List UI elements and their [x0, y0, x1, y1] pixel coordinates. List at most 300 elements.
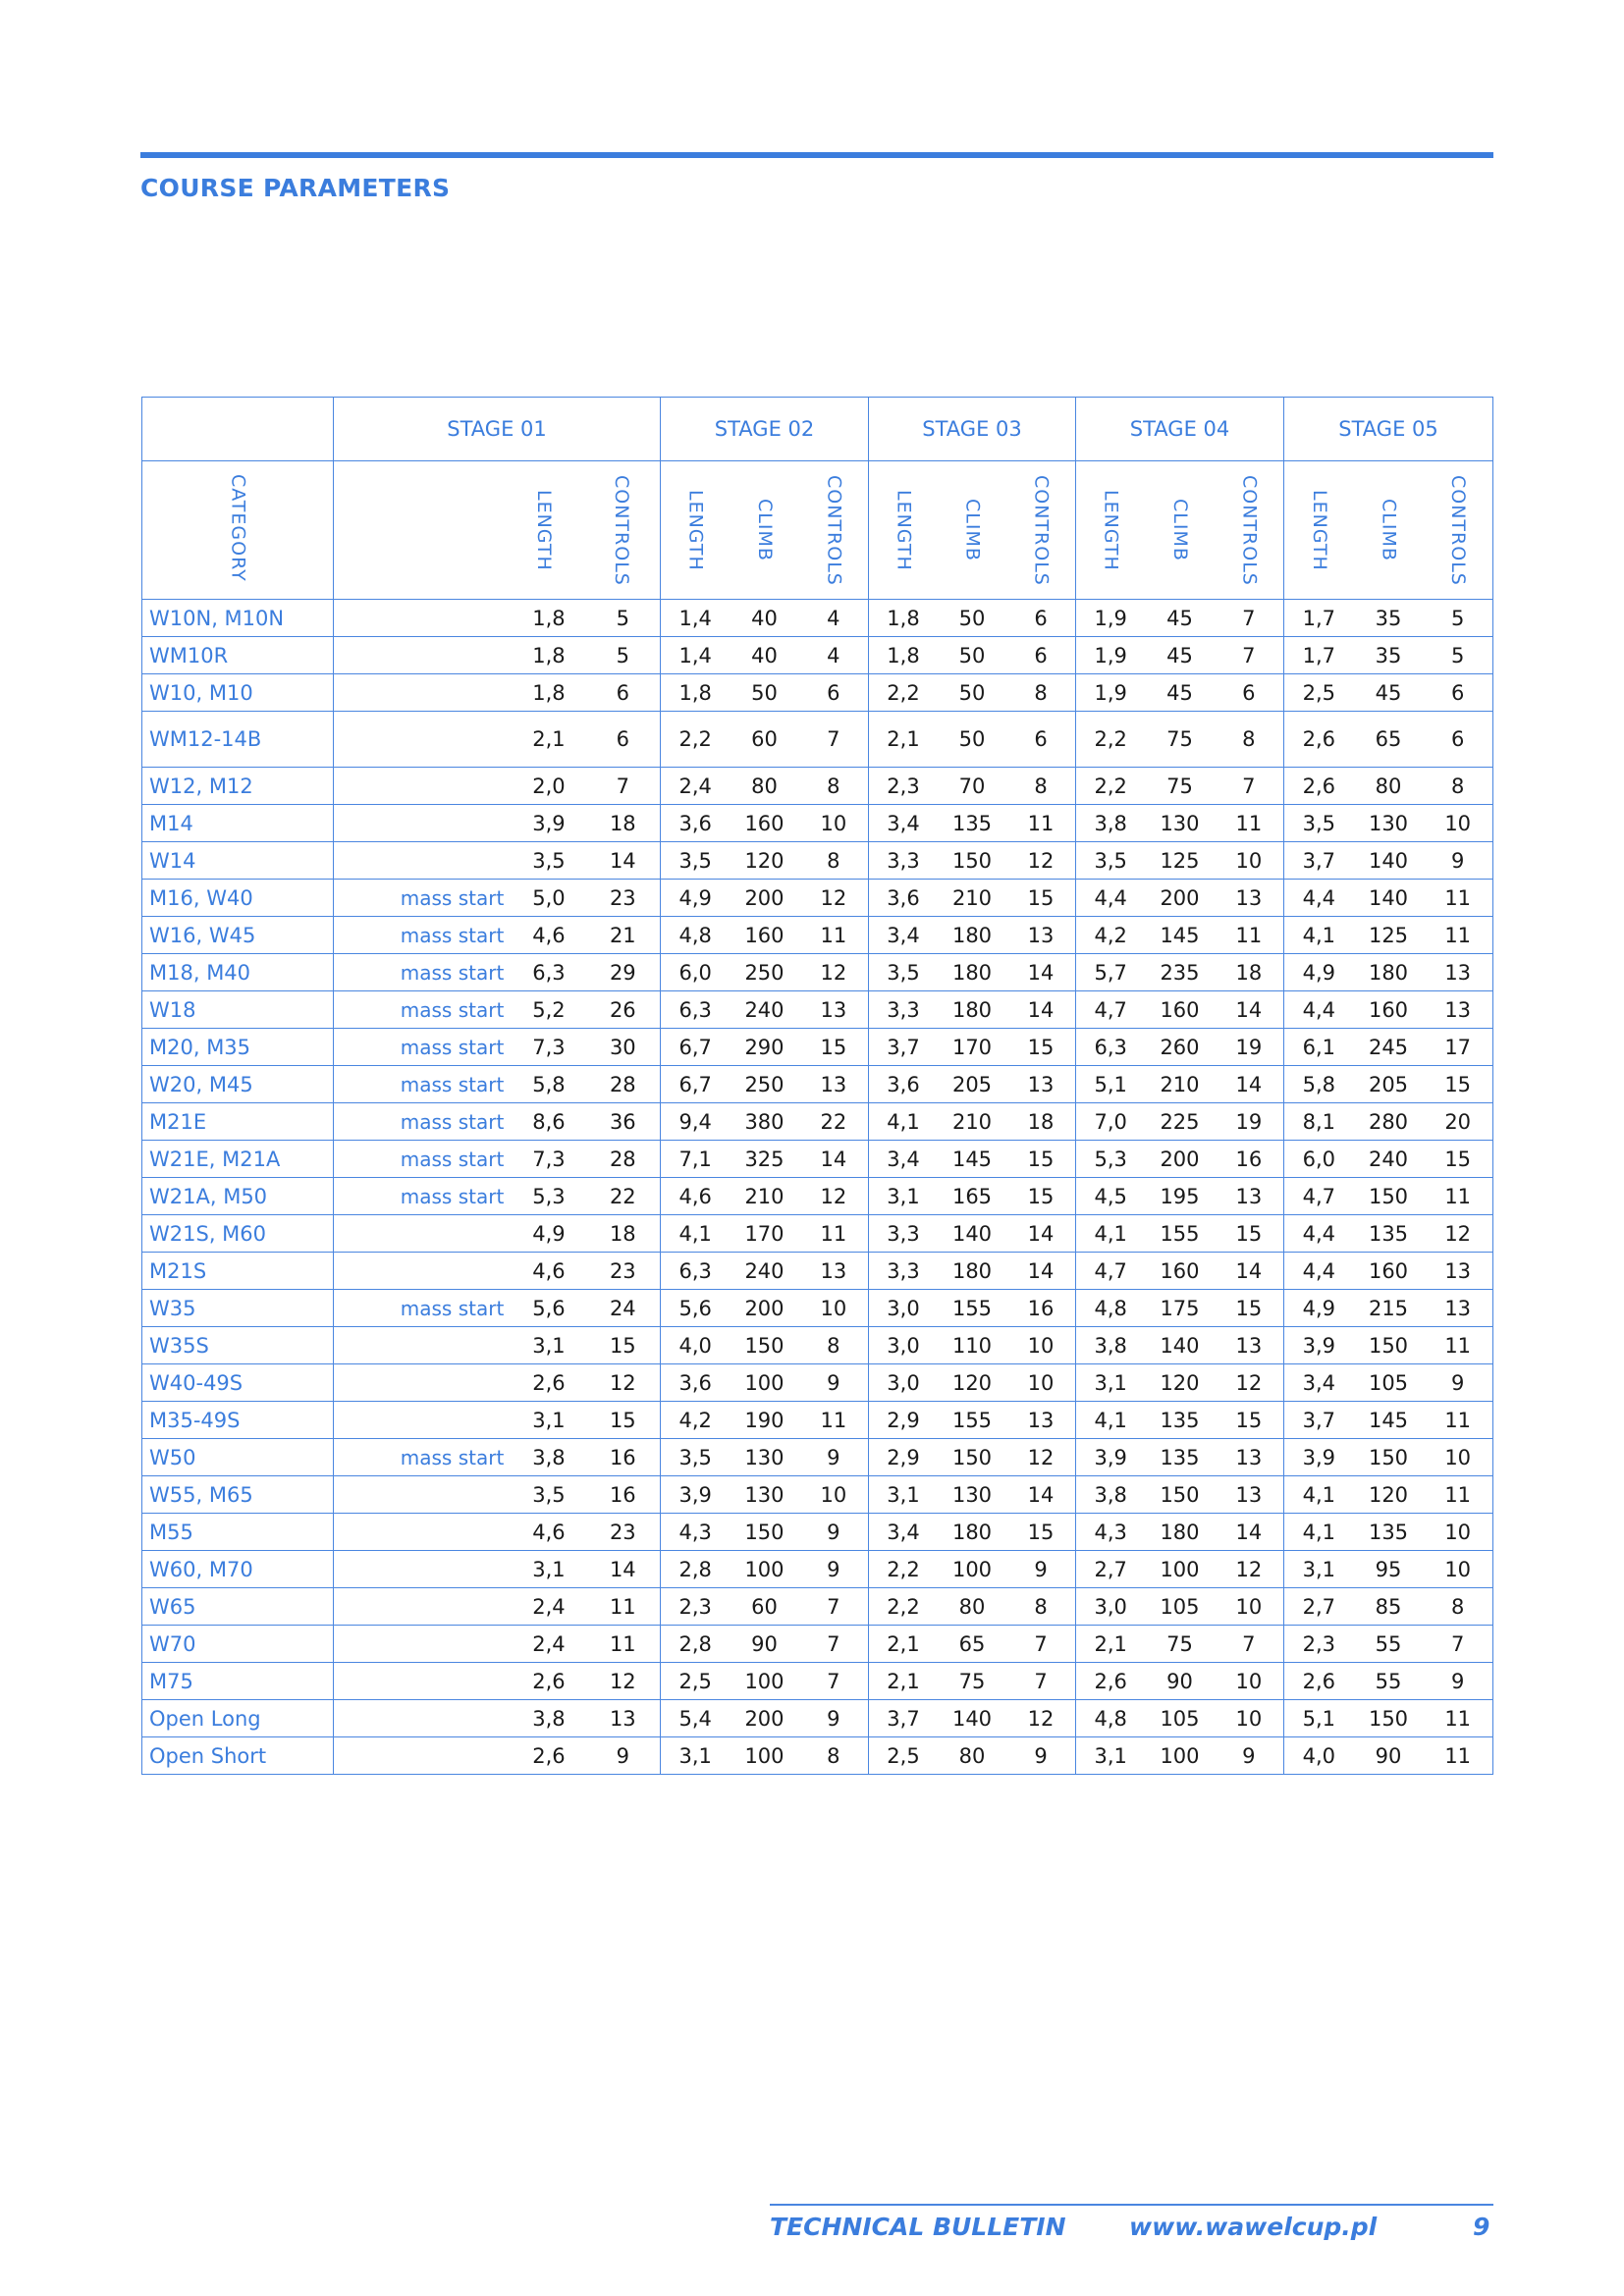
value-climb: 135 — [1160, 1408, 1200, 1432]
value-climb: 200 — [1160, 885, 1200, 910]
value-climb: 135 — [951, 811, 993, 835]
table-row — [142, 1103, 1493, 1141]
value-climb: 240 — [1368, 1147, 1409, 1171]
value-controls: 9 — [827, 1520, 840, 1544]
value-length: 3,8 — [532, 1445, 566, 1469]
value-controls: 10 — [820, 1296, 847, 1320]
table-row — [142, 1663, 1493, 1700]
value-length: 2,6 — [532, 1743, 566, 1768]
value-controls: 13 — [1235, 1482, 1263, 1507]
value-climb: 120 — [951, 1370, 993, 1395]
stage-header-2: STAGE 02 — [661, 398, 869, 461]
stage01-cell — [334, 712, 661, 768]
stage04-cell — [1076, 880, 1284, 917]
category-cell: W60, M70 — [142, 1551, 334, 1588]
stage04-subheader — [1076, 461, 1284, 600]
value-length: 3,4 — [1302, 1370, 1336, 1395]
stage05-cell — [1284, 1253, 1493, 1290]
value-climb: 80 — [751, 774, 778, 798]
stage03-cell — [869, 1663, 1076, 1700]
category-cell: M21S — [142, 1253, 334, 1290]
value-controls: 12 — [609, 1669, 636, 1693]
value-climb: 100 — [744, 1370, 785, 1395]
value-length: 4,3 — [678, 1520, 712, 1544]
value-length: 2,6 — [1302, 774, 1336, 798]
value-climb: 160 — [1160, 997, 1200, 1022]
value-controls: 10 — [1235, 1594, 1263, 1619]
stage02-cell — [661, 1476, 869, 1514]
value-climb: 160 — [1368, 1258, 1409, 1283]
value-controls: 15 — [1027, 1035, 1055, 1059]
table-row — [142, 954, 1493, 991]
value-controls: 9 — [1450, 1370, 1465, 1395]
stage04-cell — [1076, 1364, 1284, 1402]
value-length: 4,8 — [1094, 1296, 1127, 1320]
value-climb: 35 — [1375, 643, 1402, 667]
table-row — [142, 1290, 1493, 1327]
value-length: 1,8 — [532, 606, 566, 630]
value-length: 2,4 — [532, 1594, 566, 1619]
value-length: 2,1 — [887, 1631, 920, 1656]
value-length: 5,0 — [532, 885, 566, 910]
value-climb: 100 — [744, 1557, 785, 1581]
value-controls: 11 — [1444, 1482, 1472, 1507]
value-climb: 90 — [1375, 1743, 1402, 1768]
value-length: 3,6 — [678, 1370, 712, 1395]
value-length: 2,1 — [1094, 1631, 1127, 1656]
category-cell: W65 — [142, 1588, 334, 1626]
stage03-cell — [869, 637, 1076, 674]
mass-start-label: mass start — [400, 1296, 505, 1320]
value-controls: 13 — [1027, 1072, 1055, 1096]
value-controls: 12 — [820, 885, 847, 910]
value-climb: 90 — [751, 1631, 778, 1656]
stage01-cell — [334, 1514, 661, 1551]
value-length: 4,1 — [678, 1221, 712, 1246]
value-climb: 60 — [751, 727, 778, 751]
value-controls: 13 — [1444, 1296, 1472, 1320]
value-controls: 8 — [1242, 727, 1256, 751]
stage02-cell — [661, 880, 869, 917]
value-controls: 12 — [1027, 848, 1055, 873]
value-length: 2,0 — [532, 774, 566, 798]
value-length: 4,0 — [678, 1333, 712, 1358]
value-climb: 325 — [744, 1147, 785, 1171]
value-length: 3,8 — [1094, 1333, 1127, 1358]
value-controls: 13 — [1444, 1258, 1472, 1283]
value-length: 1,9 — [1094, 680, 1127, 705]
stage04-cell — [1076, 1029, 1284, 1066]
value-length: 3,9 — [532, 811, 566, 835]
col-controls: CONTROLS — [1030, 474, 1053, 586]
category-cell: M21E — [142, 1103, 334, 1141]
value-climb: 135 — [1368, 1221, 1409, 1246]
stage03-cell — [869, 1626, 1076, 1663]
stage04-cell — [1076, 1253, 1284, 1290]
stage01-cell — [334, 1327, 661, 1364]
value-length: 3,4 — [887, 811, 920, 835]
table-row — [142, 768, 1493, 805]
stage05-cell — [1284, 674, 1493, 712]
value-length: 5,2 — [532, 997, 566, 1022]
value-climb: 210 — [951, 885, 993, 910]
stage01-cell — [334, 1551, 661, 1588]
category-cell: M35-49S — [142, 1402, 334, 1439]
value-controls: 7 — [616, 774, 629, 798]
value-climb: 380 — [744, 1109, 785, 1134]
stage03-cell — [869, 1029, 1076, 1066]
value-climb: 120 — [744, 848, 785, 873]
value-controls: 11 — [820, 923, 847, 947]
value-controls: 8 — [1450, 774, 1465, 798]
value-controls: 7 — [1034, 1631, 1048, 1656]
value-controls: 4 — [827, 606, 840, 630]
stage-header-4: STAGE 04 — [1076, 398, 1284, 461]
table-row — [142, 1626, 1493, 1663]
value-length: 3,4 — [887, 923, 920, 947]
col-controls: CONTROLS — [1238, 474, 1261, 586]
value-controls: 11 — [1444, 1184, 1472, 1208]
stage03-cell — [869, 674, 1076, 712]
value-length: 4,7 — [1094, 997, 1127, 1022]
value-controls: 7 — [1242, 606, 1256, 630]
table-row — [142, 1141, 1493, 1178]
value-climb: 140 — [1368, 848, 1409, 873]
value-controls: 9 — [1034, 1743, 1048, 1768]
category-cell: W70 — [142, 1626, 334, 1663]
value-length: 1,4 — [678, 606, 712, 630]
value-length: 4,4 — [1302, 1258, 1336, 1283]
table-row — [142, 1215, 1493, 1253]
stage04-cell — [1076, 1514, 1284, 1551]
table-row — [142, 1476, 1493, 1514]
value-controls: 16 — [1027, 1296, 1055, 1320]
stage03-cell — [869, 712, 1076, 768]
footer-bulletin: TECHNICAL BULLETIN — [770, 2213, 1066, 2241]
value-controls: 7 — [827, 727, 840, 751]
mass-start-label: mass start — [400, 1445, 505, 1469]
stage04-cell — [1076, 1290, 1284, 1327]
value-length: 4,9 — [678, 885, 712, 910]
value-length: 1,8 — [532, 680, 566, 705]
value-climb: 75 — [1166, 727, 1193, 751]
stage03-subheader — [869, 461, 1076, 600]
value-length: 2,2 — [678, 727, 712, 751]
value-controls: 13 — [820, 1072, 847, 1096]
value-controls: 22 — [820, 1109, 847, 1134]
value-controls: 11 — [609, 1594, 636, 1619]
stage05-cell — [1284, 1141, 1493, 1178]
value-controls: 11 — [1444, 1743, 1472, 1768]
value-controls: 6 — [1034, 606, 1048, 630]
stage04-cell — [1076, 674, 1284, 712]
stage02-cell — [661, 1253, 869, 1290]
value-climb: 50 — [958, 606, 986, 630]
value-climb: 180 — [951, 1258, 993, 1283]
value-length: 3,5 — [887, 960, 920, 985]
stage05-cell — [1284, 805, 1493, 842]
stage05-cell — [1284, 637, 1493, 674]
value-controls: 10 — [1444, 1520, 1472, 1544]
stage04-cell — [1076, 1103, 1284, 1141]
stage04-cell — [1076, 1327, 1284, 1364]
value-controls: 23 — [609, 885, 636, 910]
stage01-cell — [334, 674, 661, 712]
value-length: 3,3 — [887, 1258, 920, 1283]
value-climb: 110 — [951, 1333, 993, 1358]
value-controls: 6 — [1034, 643, 1048, 667]
value-controls: 15 — [1235, 1221, 1263, 1246]
stage03-cell — [869, 991, 1076, 1029]
value-climb: 130 — [744, 1482, 785, 1507]
value-length: 2,5 — [678, 1669, 712, 1693]
category-cell: W16, W45 — [142, 917, 334, 954]
value-length: 7,1 — [678, 1147, 712, 1171]
value-length: 3,9 — [678, 1482, 712, 1507]
value-length: 3,1 — [1094, 1743, 1127, 1768]
value-climb: 130 — [951, 1482, 993, 1507]
stage-header-1: STAGE 01 — [334, 398, 661, 461]
corner-cell — [142, 398, 334, 461]
value-controls: 10 — [1027, 1370, 1055, 1395]
value-length: 6,3 — [532, 960, 566, 985]
value-controls: 4 — [827, 643, 840, 667]
value-length: 2,4 — [532, 1631, 566, 1656]
stage01-subheader — [334, 461, 661, 600]
table-row — [142, 1364, 1493, 1402]
table-row — [142, 1327, 1493, 1364]
category-cell: M14 — [142, 805, 334, 842]
value-controls: 14 — [609, 848, 636, 873]
value-controls: 13 — [1027, 1408, 1055, 1432]
stage03-cell — [869, 1327, 1076, 1364]
value-length: 4,6 — [532, 1258, 566, 1283]
value-controls: 9 — [827, 1445, 840, 1469]
stage04-cell — [1076, 1737, 1284, 1775]
value-controls: 10 — [1444, 1445, 1472, 1469]
value-climb: 215 — [1368, 1296, 1409, 1320]
value-controls: 12 — [1444, 1221, 1472, 1246]
value-length: 3,0 — [1094, 1594, 1127, 1619]
value-length: 5,1 — [1094, 1072, 1127, 1096]
value-climb: 175 — [1160, 1296, 1200, 1320]
category-cell: W21A, M50 — [142, 1178, 334, 1215]
stage04-cell — [1076, 1439, 1284, 1476]
value-climb: 260 — [1160, 1035, 1200, 1059]
value-controls: 5 — [616, 606, 629, 630]
value-climb: 135 — [1368, 1520, 1409, 1544]
category-cell: Open Short — [142, 1737, 334, 1775]
value-controls: 11 — [609, 1631, 636, 1656]
category-cell: Open Long — [142, 1700, 334, 1737]
stage01-cell — [334, 1737, 661, 1775]
value-controls: 12 — [609, 1370, 636, 1395]
stage02-cell — [661, 991, 869, 1029]
value-length: 2,6 — [1094, 1669, 1127, 1693]
value-length: 3,3 — [887, 848, 920, 873]
table-row — [142, 880, 1493, 917]
value-length: 6,7 — [678, 1035, 712, 1059]
value-controls: 8 — [827, 774, 840, 798]
value-controls: 28 — [609, 1072, 636, 1096]
stage03-cell — [869, 768, 1076, 805]
value-controls: 5 — [616, 643, 629, 667]
value-climb: 130 — [1368, 811, 1409, 835]
value-controls: 20 — [1444, 1109, 1472, 1134]
value-climb: 205 — [951, 1072, 993, 1096]
value-climb: 150 — [1160, 1482, 1200, 1507]
value-climb: 45 — [1166, 606, 1193, 630]
value-length: 3,6 — [887, 885, 920, 910]
value-length: 2,6 — [1302, 1669, 1336, 1693]
value-climb: 45 — [1166, 643, 1193, 667]
value-controls: 5 — [1450, 606, 1465, 630]
value-length: 4,4 — [1302, 997, 1336, 1022]
course-parameters-table — [141, 397, 1493, 1775]
value-length: 3,1 — [532, 1408, 566, 1432]
category-cell: W21S, M60 — [142, 1215, 334, 1253]
stage02-cell — [661, 1514, 869, 1551]
value-controls: 9 — [1450, 1669, 1465, 1693]
value-length: 5,6 — [532, 1296, 566, 1320]
value-length: 8,1 — [1302, 1109, 1336, 1134]
value-length: 4,2 — [1094, 923, 1127, 947]
table-row — [142, 1737, 1493, 1775]
stage03-cell — [869, 1103, 1076, 1141]
value-controls: 8 — [1450, 1594, 1465, 1619]
value-climb: 280 — [1368, 1109, 1409, 1134]
stage01-cell — [334, 1141, 661, 1178]
value-climb: 45 — [1166, 680, 1193, 705]
stage01-cell — [334, 842, 661, 880]
value-controls: 13 — [820, 1258, 847, 1283]
value-controls: 13 — [609, 1706, 636, 1731]
stage01-cell — [334, 880, 661, 917]
value-length: 2,7 — [1094, 1557, 1127, 1581]
stage01-cell — [334, 637, 661, 674]
stage05-cell — [1284, 1663, 1493, 1700]
value-controls: 10 — [1027, 1333, 1055, 1358]
stage03-cell — [869, 1215, 1076, 1253]
table-row — [142, 637, 1493, 674]
value-controls: 9 — [1242, 1743, 1256, 1768]
value-climb: 180 — [1160, 1520, 1200, 1544]
category-cell: M18, M40 — [142, 954, 334, 991]
value-controls: 18 — [1235, 960, 1263, 985]
value-controls: 10 — [1235, 848, 1263, 873]
value-length: 6,3 — [678, 997, 712, 1022]
stage01-cell — [334, 1066, 661, 1103]
stage03-cell — [869, 805, 1076, 842]
value-length: 4,4 — [1302, 885, 1336, 910]
mass-start-label: mass start — [400, 1072, 505, 1096]
value-climb: 200 — [1160, 1147, 1200, 1171]
value-climb: 150 — [951, 1445, 993, 1469]
value-controls: 15 — [1027, 1184, 1055, 1208]
value-length: 3,5 — [678, 848, 712, 873]
value-climb: 225 — [1160, 1109, 1200, 1134]
value-length: 2,2 — [887, 1594, 920, 1619]
value-climb: 150 — [744, 1520, 785, 1544]
stage02-cell — [661, 1327, 869, 1364]
stage05-cell — [1284, 1439, 1493, 1476]
value-length: 3,7 — [1302, 848, 1336, 873]
col-climb: CLIMB — [753, 499, 776, 561]
table-row — [142, 805, 1493, 842]
value-controls: 13 — [820, 997, 847, 1022]
mass-start-label: mass start — [400, 923, 505, 947]
value-length: 2,3 — [1302, 1631, 1336, 1656]
value-controls: 6 — [616, 727, 629, 751]
stage05-cell — [1284, 1215, 1493, 1253]
value-controls: 28 — [609, 1147, 636, 1171]
category-cell: M20, M35 — [142, 1029, 334, 1066]
table-row — [142, 1588, 1493, 1626]
stage02-cell — [661, 805, 869, 842]
stage04-cell — [1076, 842, 1284, 880]
col-length: LENGTH — [1100, 489, 1122, 571]
value-length: 3,5 — [532, 1482, 566, 1507]
value-controls: 8 — [827, 1333, 840, 1358]
category-cell: M55 — [142, 1514, 334, 1551]
category-cell: W50 — [142, 1439, 334, 1476]
category-header-cell — [142, 461, 334, 600]
value-length: 5,7 — [1094, 960, 1127, 985]
value-climb: 170 — [744, 1221, 785, 1246]
value-length: 3,6 — [678, 811, 712, 835]
value-controls: 8 — [827, 848, 840, 873]
value-climb: 65 — [1375, 727, 1402, 751]
value-climb: 195 — [1160, 1184, 1200, 1208]
value-climb: 200 — [744, 1296, 785, 1320]
value-length: 3,8 — [1094, 811, 1127, 835]
value-controls: 15 — [1235, 1296, 1263, 1320]
value-length: 2,2 — [1094, 727, 1127, 751]
value-controls: 12 — [1235, 1370, 1263, 1395]
value-length: 1,9 — [1094, 643, 1127, 667]
value-length: 2,5 — [1302, 680, 1336, 705]
value-length: 2,1 — [532, 727, 566, 751]
stage04-cell — [1076, 1215, 1284, 1253]
col-controls: CONTROLS — [610, 474, 632, 586]
value-length: 2,1 — [887, 1669, 920, 1693]
mass-start-label: mass start — [400, 1184, 505, 1208]
value-controls: 6 — [827, 680, 840, 705]
mass-start-label: mass start — [400, 885, 505, 910]
table-row — [142, 842, 1493, 880]
value-length: 3,1 — [532, 1333, 566, 1358]
col-climb: CLIMB — [961, 499, 984, 561]
category-cell: W35S — [142, 1327, 334, 1364]
mass-start-label: mass start — [400, 997, 505, 1022]
value-climb: 95 — [1375, 1557, 1402, 1581]
value-controls: 11 — [1027, 811, 1055, 835]
stage02-cell — [661, 842, 869, 880]
value-length: 7,3 — [532, 1035, 566, 1059]
stage04-cell — [1076, 1141, 1284, 1178]
table-row — [142, 1178, 1493, 1215]
stage05-cell — [1284, 1402, 1493, 1439]
value-controls: 15 — [1027, 885, 1055, 910]
value-controls: 5 — [1450, 643, 1465, 667]
value-length: 1,4 — [678, 643, 712, 667]
value-controls: 11 — [820, 1408, 847, 1432]
category-cell: W14 — [142, 842, 334, 880]
value-climb: 235 — [1160, 960, 1200, 985]
value-controls: 7 — [1242, 643, 1256, 667]
stage01-cell — [334, 1663, 661, 1700]
value-controls: 15 — [609, 1333, 636, 1358]
